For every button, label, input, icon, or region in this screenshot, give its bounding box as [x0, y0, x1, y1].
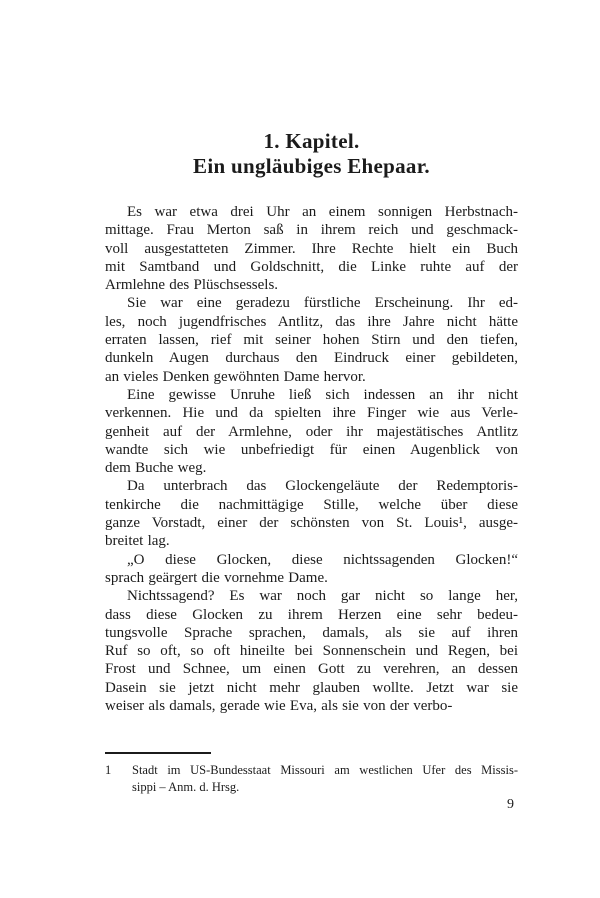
footnote: [105, 752, 518, 795]
text-line: tenkirche die nachmittägige Stille, welche über diese: [105, 496, 518, 513]
chapter-number: 1. Kapitel.: [263, 129, 360, 153]
text-line: genheit auf der Armlehne, oder ihr majestätisches Antlitz: [105, 423, 518, 440]
paragraph: [105, 203, 518, 294]
text-line: „O diese Glocken, diese nichtssagenden Glocken!“: [127, 551, 518, 568]
text-line: les, noch jugendfrisches Antlitz, das ihre Jahre nicht hätte: [105, 313, 518, 330]
footnote-divider: [105, 752, 211, 754]
footnote-line: [105, 762, 518, 779]
text-line: mittage. Frau Merton saß in ihrem reich und geschmack-: [105, 222, 518, 239]
text-line: Ruf so oft, so oft hineilte bei Sonnenschein und Regen, bei: [105, 643, 518, 660]
text-line: Sie war eine geradezu fürstliche Erscheinung. Ihr ed-: [127, 295, 518, 312]
paragraph: [105, 477, 518, 550]
text-line: voll ausgestatteten Zimmer. Ihre Rechte hielt ein Buch: [105, 240, 518, 257]
paragraph: [105, 386, 518, 477]
paragraph: [105, 551, 518, 588]
body-text: [105, 203, 518, 715]
text-line: dem Buche weg.: [105, 460, 207, 477]
page-content: [105, 0, 518, 715]
footnote-marker: 1: [105, 763, 112, 777]
text-line: wandte sich wie unbefriedigt für einen Augenblick von: [105, 441, 518, 458]
text-line: Dasein sie jetzt nicht mehr glauben wollte. Jetzt war sie: [105, 679, 518, 696]
chapter-heading: [105, 0, 518, 179]
footnote-text-line: Stadt im US-Bundesstaat Missouri am westlichen Ufer des Missis-: [132, 763, 518, 777]
text-line: Es war etwa drei Uhr an einem sonnigen Herbstnach-: [127, 204, 518, 220]
text-line: ganze Vorstadt, einer der schönsten von St. Louis¹, ausge-: [105, 515, 518, 532]
text-line: Nichtssagend? Es war noch gar nicht so lange her,: [127, 588, 518, 605]
text-line: dunkeln Augen durchaus den Eindruck einer gebildeten,: [105, 350, 518, 367]
text-line: mit Samtband und Goldschnitt, die Linke ruhte auf der: [105, 258, 518, 275]
page-number: 9: [507, 797, 514, 812]
text-line: dass diese Glocken zu ihrem Herzen eine sehr bedeu-: [105, 606, 518, 623]
text-line: weiser als damals, gerade wie Eva, als sie von der verbo-: [105, 698, 453, 715]
text-line: Armlehne des Plüschsessels.: [105, 277, 279, 294]
text-line: verkennen. Hie und da spielten ihre Finger wie aus Verle-: [105, 405, 518, 422]
text-line: sprach geärgert die vornehme Dame.: [105, 569, 328, 586]
text-line: tungsvolle Sprache sprachen, damals, als sie auf ihren: [105, 624, 518, 641]
text-line: breitet lag.: [105, 533, 170, 550]
paragraph: [105, 587, 518, 715]
text-line: Eine gewisse Unruhe ließ sich indessen an ihr nicht: [127, 386, 518, 403]
text-line: erraten lassen, rief mit seiner hohen Stirn und den tiefen,: [105, 332, 518, 349]
chapter-title-text: Ein ungläubiges Ehepaar.: [193, 154, 430, 178]
text-line: Frost und Schnee, um einen Gott zu verehren, an dessen: [105, 661, 518, 678]
paragraph: [105, 294, 518, 385]
text-line: Da unterbrach das Glockengeläute der Redemptoris-: [127, 478, 518, 495]
footnote-text-line: sippi – Anm. d. Hrsg.: [132, 779, 240, 794]
text-line: an vieles Denken gewöhnten Dame hervor.: [105, 368, 366, 385]
